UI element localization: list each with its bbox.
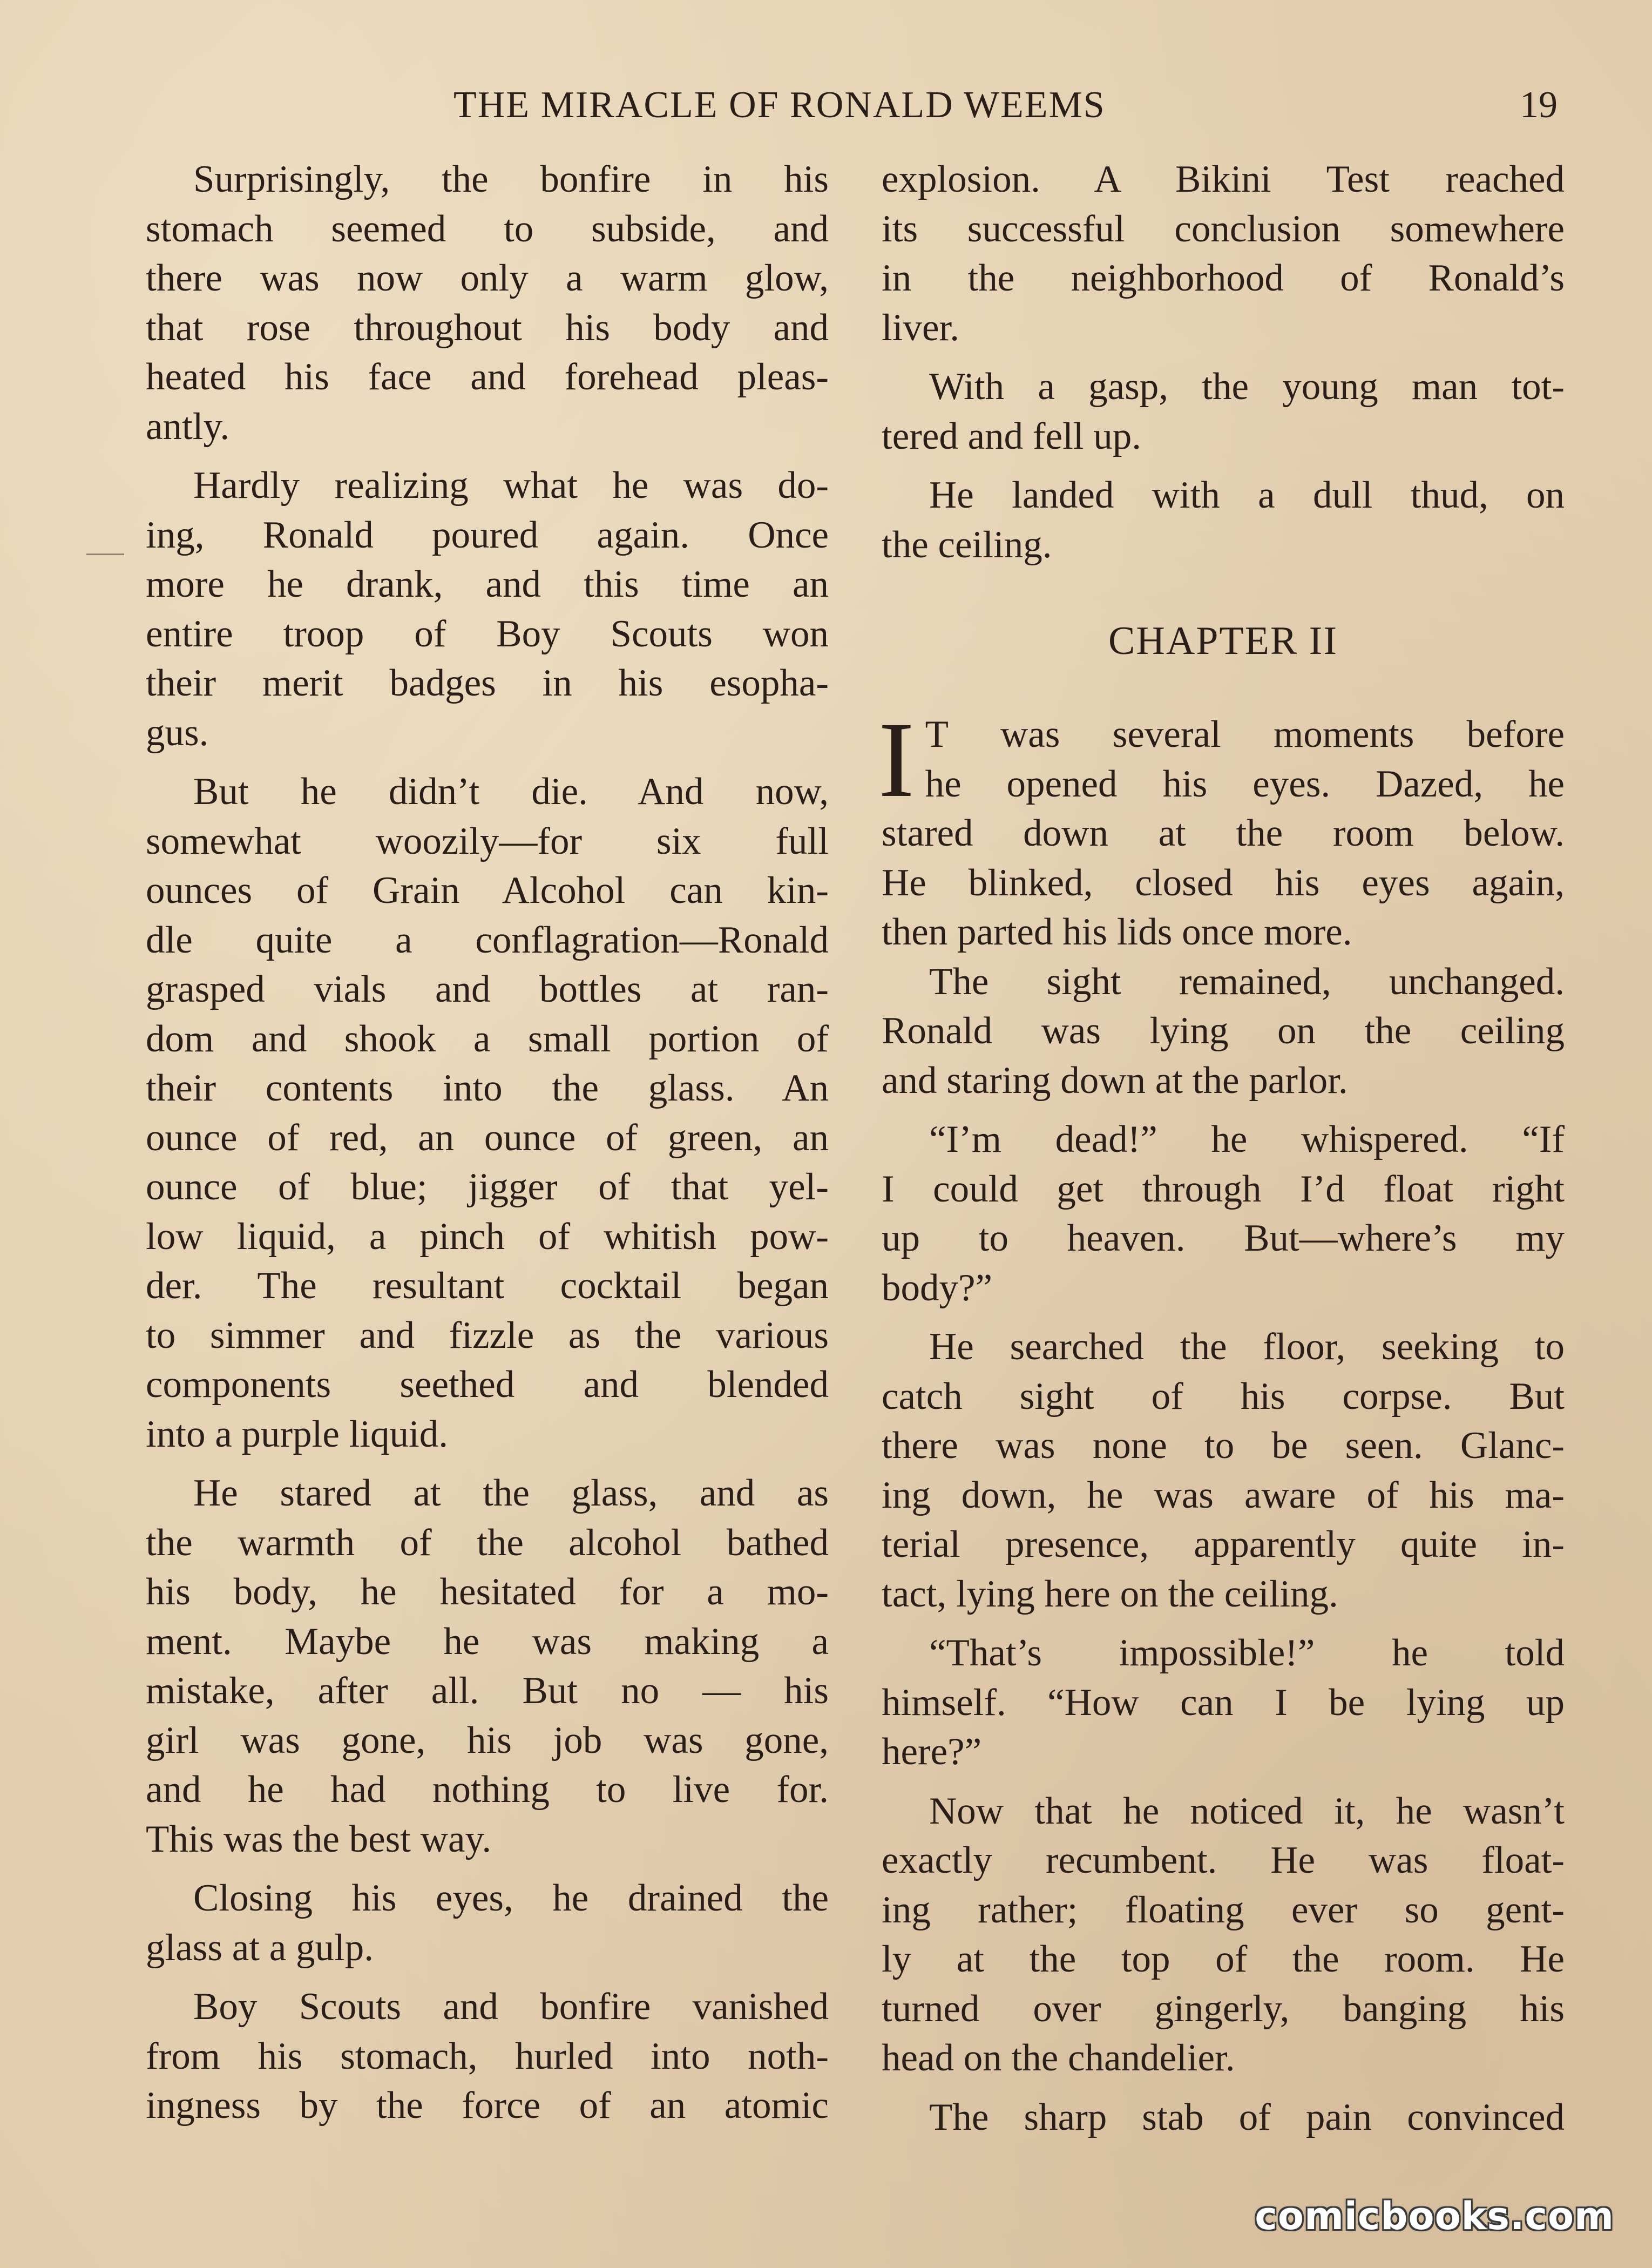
paragraph	[882, 2093, 1565, 2143]
text-line: here?”	[882, 1731, 982, 1773]
text-line: “I’m dead!” he whispered. “If	[929, 1118, 1565, 1160]
text-line: He landed with a dull thud, on	[929, 474, 1565, 516]
text-line: terial presence, apparently quite in-	[882, 1523, 1565, 1565]
text-line: gus.	[146, 711, 209, 754]
running-header	[0, 76, 1652, 135]
drop-cap: I	[878, 700, 915, 820]
text-line: ing rather; floating ever so gent-	[882, 1888, 1565, 1931]
text-line: girl was gone, his job was gone,	[146, 1719, 829, 1761]
text-line: the warmth of the alcohol bathed	[146, 1521, 829, 1564]
text-line: components seethed and blended	[146, 1364, 829, 1406]
text-line: the ceiling.	[882, 523, 1052, 566]
text-line: ment. Maybe he was making a	[146, 1620, 829, 1663]
paragraph	[146, 461, 829, 758]
text-line: entire troop of Boy Scouts won	[146, 612, 829, 655]
text-line: He blinked, closed his eyes again,	[882, 861, 1565, 904]
text-line: he opened his eyes. Dazed, he	[925, 762, 1565, 805]
text-line: grasped vials and bottles at ran-	[146, 968, 829, 1010]
text-line: body?”	[882, 1266, 993, 1309]
text-line: der. The resultant cocktail began	[146, 1265, 829, 1307]
page-number: 19	[1520, 84, 1558, 126]
text-line: liver.	[882, 306, 959, 349]
paragraph	[146, 767, 829, 1459]
text-line: into a purple liquid.	[146, 1413, 449, 1455]
text-line: exactly recumbent. He was float-	[882, 1839, 1565, 1881]
text-line: explosion. A Bikini Test reached	[882, 158, 1565, 200]
text-line: dom and shook a small portion of	[146, 1017, 829, 1060]
text-line: ing down, he was aware of his ma-	[882, 1474, 1565, 1516]
text-line: But he didn’t die. And now,	[193, 771, 829, 813]
text-line: antly.	[146, 405, 230, 448]
paragraph	[146, 1982, 829, 2131]
paragraph	[882, 1629, 1565, 1777]
text-line: heated his face and forehead pleas-	[146, 356, 829, 398]
text-line: dle quite a conflagration—Ronald	[146, 919, 829, 961]
text-line: With a gasp, the young man tot-	[929, 366, 1565, 408]
text-line: T was several moments before	[925, 713, 1565, 755]
text-line: The sight remained, unchanged.	[929, 960, 1565, 1003]
text-line: The sharp stab of pain convinced	[929, 2096, 1565, 2138]
text-line: and staring down at the parlor.	[882, 1059, 1348, 1102]
text-line: Boy Scouts and bonfire vanished	[193, 1986, 829, 2028]
text-line: ingness by the force of an atomic	[146, 2084, 829, 2127]
paragraph	[882, 362, 1565, 461]
text-line: their contents into the glass. An	[146, 1067, 829, 1109]
paragraph	[146, 155, 829, 451]
text-line: from his stomach, hurled into noth-	[146, 2035, 829, 2077]
right-column	[878, 155, 1565, 2142]
text-line: ounce of blue; jigger of that yel-	[146, 1166, 829, 1208]
text-line: to simmer and fizzle as the various	[146, 1314, 829, 1356]
text-line: turned over gingerly, banging his	[882, 1987, 1565, 2030]
text-line: Hardly realizing what he was do-	[193, 464, 829, 507]
text-line: ounce of red, an ounce of green, an	[146, 1116, 829, 1159]
text-line: Ronald was lying on the ceiling	[882, 1010, 1565, 1052]
text-line: its successful conclusion somewhere	[882, 207, 1565, 250]
text-line: their merit badges in his esopha-	[146, 662, 829, 704]
text-line: tact, lying here on the ceiling.	[882, 1572, 1338, 1615]
paragraph	[882, 471, 1565, 570]
paragraph	[882, 957, 1565, 1106]
watermark-logo: comicbooks.com	[1255, 2194, 1614, 2238]
text-line: He stared at the glass, and as	[193, 1472, 829, 1514]
text-line: I could get through I’d float right	[882, 1167, 1565, 1210]
text-line: himself. “How can I be lying up	[882, 1681, 1565, 1724]
margin-mark	[86, 554, 124, 555]
text-line: Closing his eyes, he drained the	[193, 1877, 829, 1919]
text-line: ly at the top of the room. He	[882, 1938, 1565, 1980]
text-line: in the neighborhood of Ronald’s	[882, 257, 1565, 299]
text-line: This was the best way.	[146, 1818, 492, 1860]
text-line: glass at a gulp.	[146, 1926, 374, 1969]
paragraph	[882, 1787, 1565, 2083]
running-title: THE MIRACLE OF RONALD WEEMS	[453, 84, 1106, 126]
text-line: “That’s impossible!” he told	[929, 1632, 1565, 1674]
text-line: then parted his lids once more.	[882, 911, 1352, 953]
text-line: catch sight of his corpse. But	[882, 1375, 1565, 1418]
text-line: up to heaven. But—where’s my	[882, 1217, 1565, 1259]
chapter-heading: CHAPTER II	[1108, 619, 1338, 663]
text-line: Now that he noticed it, he wasn’t	[929, 1790, 1565, 1832]
text-line: there was none to be seen. Glanc-	[882, 1425, 1565, 1467]
text-line: tered and fell up.	[882, 415, 1142, 457]
text-line: He searched the floor, seeking to	[929, 1326, 1565, 1368]
paragraph	[146, 1874, 829, 1973]
text-line: mistake, after all. But no — his	[146, 1670, 829, 1712]
text-line: stared down at the room below.	[882, 812, 1565, 854]
text-line: ounces of Grain Alcohol can kin-	[146, 869, 829, 912]
text-line: head on the chandelier.	[882, 2037, 1235, 2079]
paragraph	[882, 155, 1565, 353]
text-line: that rose throughout his body and	[146, 306, 829, 349]
text-line: ing, Ronald poured again. Once	[146, 514, 829, 556]
text-line: Surprisingly, the bonfire in his	[193, 158, 829, 200]
paragraph	[882, 1115, 1565, 1313]
left-column	[146, 155, 829, 2131]
text-line: his body, he hesitated for a mo-	[146, 1571, 829, 1613]
text-line: low liquid, a pinch of whitish pow-	[146, 1215, 829, 1258]
text-line: and he had nothing to live for.	[146, 1769, 829, 1811]
text-line: stomach seemed to subside, and	[146, 207, 829, 250]
text-line: there was now only a warm glow,	[146, 257, 829, 299]
text-line: more he drank, and this time an	[146, 563, 829, 605]
paragraph	[882, 1322, 1565, 1619]
chapter-opening-paragraph	[878, 700, 1565, 957]
paragraph	[146, 1469, 829, 1864]
text-line: somewhat woozily—for six full	[146, 820, 829, 862]
